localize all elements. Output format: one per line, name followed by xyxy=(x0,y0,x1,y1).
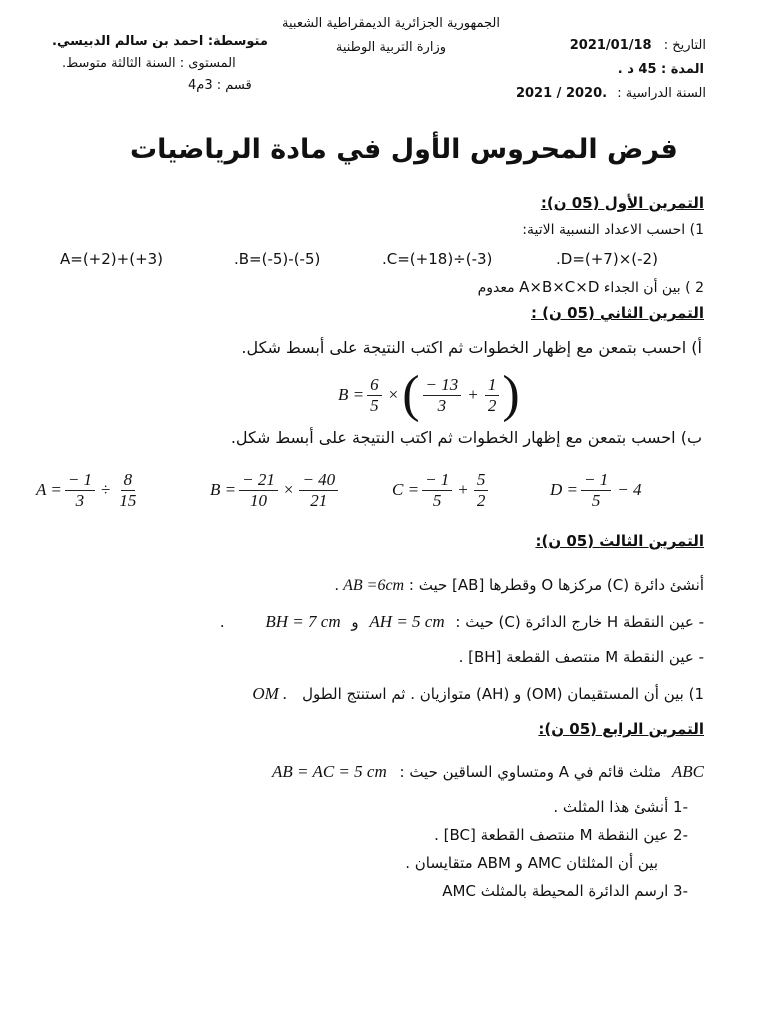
fraction-denominator: 5 xyxy=(591,490,601,510)
ex3-line4 xyxy=(252,684,704,704)
fraction-denominator: 10 xyxy=(249,490,267,510)
ex3-line1 xyxy=(335,576,704,595)
ex3-line1-math: . AB =6cm xyxy=(335,577,405,594)
ex3-line4-text: 1) بين أن المستقيمان (OM) و (AH) متوازيان . ثم استنتج الطول xyxy=(302,685,704,703)
fraction-numerator: 6 xyxy=(367,375,382,396)
ex2-title: التمرين الثاني (05 ن) : xyxy=(530,304,704,322)
ex2-c-frac1 xyxy=(422,470,452,511)
ex3-line2-dot: . xyxy=(219,613,225,631)
ex2-expression-d xyxy=(550,466,641,514)
ex1-title: التمرين الأول (05 ن): xyxy=(540,194,704,212)
ex1-q2-prefix: 2 ) بين أن الجداء xyxy=(603,280,704,296)
fraction-numerator: − 13 xyxy=(423,375,462,396)
fraction-numerator: − 21 xyxy=(239,470,278,491)
ex2-a-lhs: A = xyxy=(36,480,62,499)
fraction-numerator: 5 xyxy=(474,470,489,491)
ex2-expression-c xyxy=(392,466,491,514)
fraction-numerator: − 1 xyxy=(65,470,95,491)
ex2-b-frac1 xyxy=(367,375,382,416)
ex4-line2: -1 أنشئ هذا المثلث . xyxy=(553,798,688,816)
fraction-denominator: 2 xyxy=(476,490,486,510)
level-label: المستوى : السنة الثالثة متوسط. xyxy=(62,56,236,71)
ex1-q1: 1) احسب الاعداد النسبية الاتية: xyxy=(522,222,704,238)
ex3-line2-and: و xyxy=(351,613,359,631)
ex4-line1-text: مثلث قائم في A ومتساوي الساقين حيث : xyxy=(399,763,662,781)
ex3-line1-text: أنشئ دائرة (C) مركزها O وقطرها [AB] حيث : xyxy=(408,576,704,594)
ex4-line5: -3 ارسم الدائرة المحيطة بالمثلث AMC xyxy=(442,882,688,900)
fraction-numerator: 1 xyxy=(485,375,500,396)
ex2-b-plus: + xyxy=(468,385,478,404)
year-label: السنة الدراسية : xyxy=(617,86,706,101)
ex2-part-a: أ) احسب بتمعن مع إظهار الخطوات ثم اكتب النتيجة على أبسط شكل. xyxy=(241,338,702,357)
ex2-b-times: × xyxy=(388,385,399,404)
ex2-c-lhs: C = xyxy=(392,480,420,499)
ex2-c-op: + xyxy=(458,480,468,499)
section-label: قسم : 3م4 xyxy=(188,78,252,93)
ex2-b2-frac1 xyxy=(239,470,278,511)
ex2-d-lhs: D = xyxy=(550,480,578,499)
school-name: متوسطة: احمد بن سالم الدبيسي. xyxy=(52,34,268,49)
ex3-line2-text: - عين النقطة H خارج الدائرة (C) حيث : xyxy=(455,613,704,631)
fraction-denominator: 15 xyxy=(119,490,137,510)
ex2-part-b: ب) احسب بتمعن مع إظهار الخطوات ثم اكتب النتيجة على أبسط شكل. xyxy=(230,428,702,447)
fraction-denominator: 21 xyxy=(310,490,328,510)
fraction-numerator: − 1 xyxy=(422,470,452,491)
ex2-b-frac3 xyxy=(485,375,500,416)
fraction-denominator: 3 xyxy=(75,490,85,510)
ex1-expr-b: .B=(-5)-(-5) xyxy=(234,250,321,268)
ministry-heading: وزارة التربية الوطنية xyxy=(335,40,446,55)
year-value: 2021 / 2020. xyxy=(515,86,608,101)
ex1-q2-product: A×B×C×D xyxy=(519,278,600,296)
ex3-line4-math: OM . xyxy=(252,684,288,703)
ex2-a-op: ÷ xyxy=(101,480,111,499)
ex2-a-frac2 xyxy=(116,470,139,511)
fraction-denominator: 2 xyxy=(487,395,497,415)
year-line xyxy=(516,86,706,101)
date-label: التاريخ : xyxy=(663,38,706,53)
ex2-a-frac1 xyxy=(65,470,95,511)
ex4-line1-abc: ABC xyxy=(671,762,704,781)
ex4-title: التمرين الرابع (05 ن): xyxy=(538,720,704,738)
ex4-line1-math: AB = AC = 5 cm xyxy=(272,762,387,781)
exam-title: فرض المحروس الأول في مادة الرياضيات xyxy=(130,134,678,165)
date-line xyxy=(570,38,706,53)
ex2-expression-b xyxy=(338,366,520,424)
ex2-b-frac2 xyxy=(423,375,462,416)
ex4-line4: بين أن المثلثان AMC و ABM متقايسان . xyxy=(405,854,658,872)
ex4-line3: -2 عين النقطة M منتصف القطعة [BC] . xyxy=(434,826,688,844)
ex4-line1 xyxy=(272,762,704,782)
ex2-b2-lhs: B = xyxy=(210,480,237,499)
ex2-expression-b2 xyxy=(210,466,341,514)
ex2-b2-frac2 xyxy=(299,470,338,511)
fraction-numerator: − 1 xyxy=(581,470,611,491)
ex1-expr-a: A=(+2)+(+3) xyxy=(60,250,164,268)
ex2-c-frac2 xyxy=(474,470,489,511)
duration-label: المدة : 45 د . xyxy=(617,62,704,77)
ex1-q2 xyxy=(478,278,704,296)
ex2-d-frac1 xyxy=(581,470,611,511)
date-value: 2021/01/18 xyxy=(569,38,652,53)
ex3-line3: - عين النقطة M منتصف القطعة [BH] . xyxy=(458,648,704,666)
fraction-denominator: 3 xyxy=(437,395,447,415)
ex1-q2-suffix: معدوم xyxy=(477,280,515,296)
ex2-b2-op: × xyxy=(283,480,294,499)
ex3-line2-math2: BH = 7 cm xyxy=(265,612,341,631)
fraction-denominator: 5 xyxy=(370,395,379,415)
ex3-line2 xyxy=(220,612,704,632)
ex1-expr-d: .D=(+7)×(-2) xyxy=(556,250,658,268)
ex2-b-lhs: B = xyxy=(338,385,365,404)
fraction-numerator: − 40 xyxy=(299,470,338,491)
ex3-line2-math1: AH = 5 cm xyxy=(369,612,445,631)
republic-heading: الجمهورية الجزائرية الديمقراطية الشعبية xyxy=(282,16,500,31)
ex2-d-tail: − 4 xyxy=(617,480,642,499)
fraction-denominator: 5 xyxy=(432,490,442,510)
ex2-expression-a xyxy=(36,466,142,514)
ex3-title: التمرين الثالث (05 ن): xyxy=(535,532,704,550)
ex2-b-paren-close: ) xyxy=(502,366,520,423)
ex2-b-paren-open: ( xyxy=(402,366,420,423)
fraction-numerator: 8 xyxy=(121,470,136,491)
ex1-expr-c: .C=(+18)÷(-3) xyxy=(382,250,493,268)
